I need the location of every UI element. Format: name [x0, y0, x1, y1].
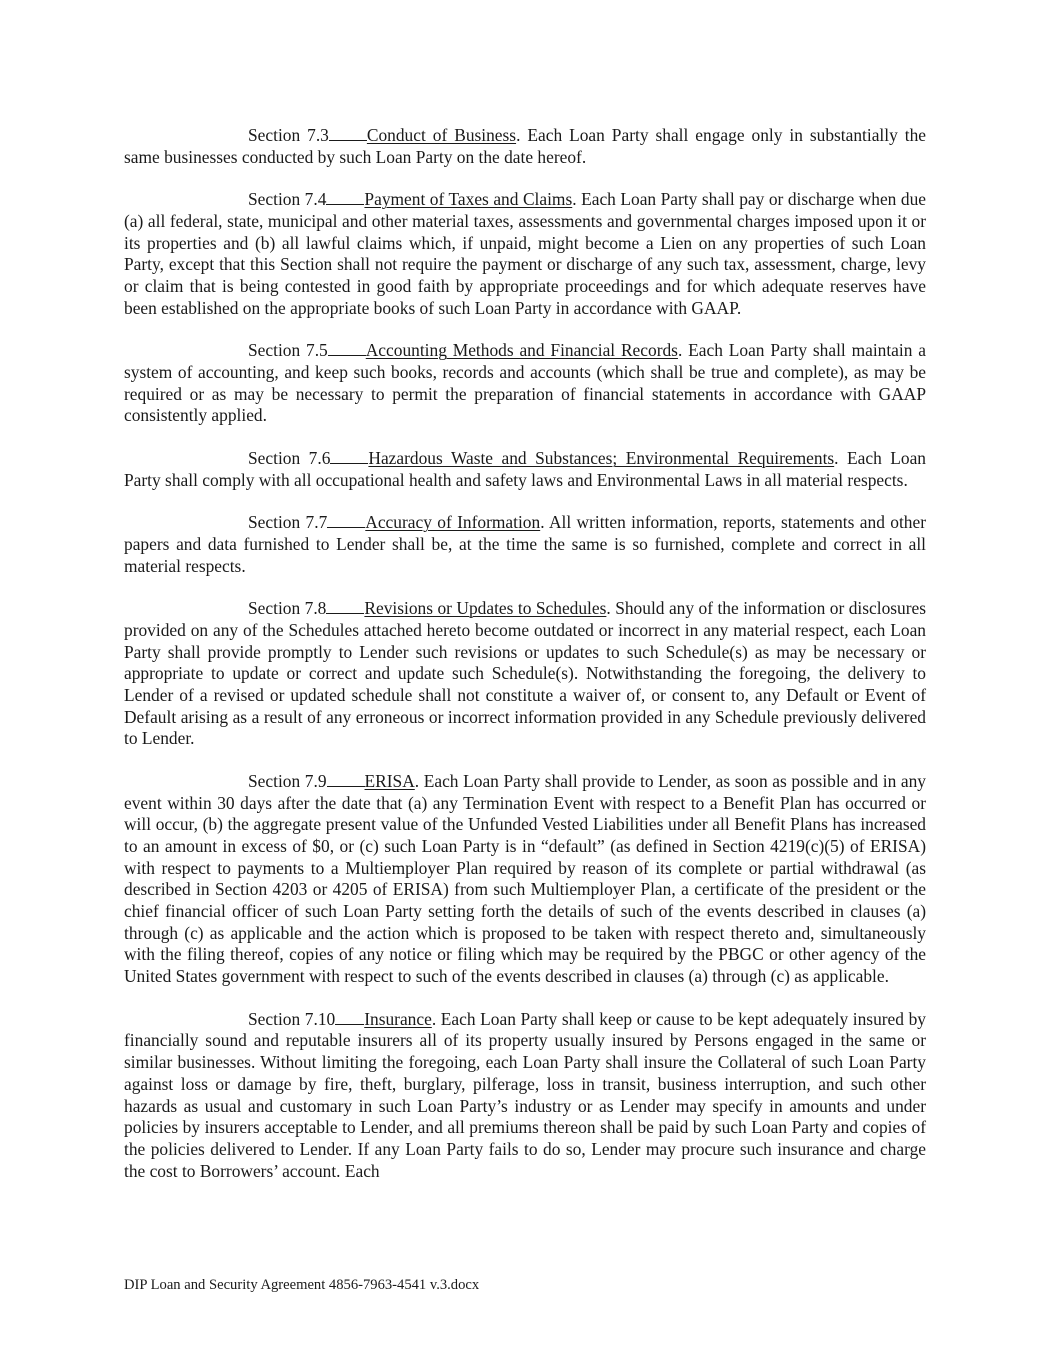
section-body: . Each Loan Party shall provide to Lender, as soon as possible and in any event within 30 days after the date that (a) any Termination Event with respect to a Benefit Plan has occurred or will occur, (b) the aggregate present value of the Unfunded Vested Liabilities under all Benefit Plans has increased to an amount in excess of $0, or (c) such Loan Party is in “default” (as defined in Section 4219(c)(5) of ERISA) with respect to payments to a Multiemployer Plan required by reason of its complete or partial withdrawal (as described in Section 4203 or 4205 of ERISA) from such Multiemployer Plan, a certificate of the president or the chief financial officer of such Loan Party setting forth the details of such of the events described in clauses (a) through (c) as applicable and the action which is proposed to be taken with respect thereto and, simultaneously with the filing thereof, copies of any notice or filing which may be required by the PBGC or other agency of the United States government with respect to such of the events described in clauses (a) through (c) as applicable. [124, 770, 926, 987]
section-heading: Accuracy of Information [365, 512, 541, 533]
section-heading: Accounting Methods and Financial Records [365, 340, 678, 361]
section-body: . Each Loan Party shall maintain a system of accounting, and keep such books, records and accounts (which shall be true and complete), as may be required or as may be necessary to permit the preparation of financial statements in accordance with GAAP consistently applied. [124, 340, 926, 426]
document-page [124, 125, 926, 1203]
section-heading: Insurance [364, 1008, 432, 1029]
section-heading: Revisions or Updates to Schedules [364, 598, 607, 619]
section-body: . Each Loan Party shall pay or discharge when due (a) all federal, state, municipal and other material taxes, assessments and governmental charges imposed upon it or its properties and (b) all lawful claims which, if unpaid, might become a Lien on any properties of such Loan Party, except that this Section shall not require the payment or discharge of any such tax, assessment, charge, levy or claim that is being contested in good faith by appropriate proceedings and for which adequate reserves have been established on the appropriate books of such Loan Party in accordance with GAAP. [124, 189, 926, 318]
section-body: . Should any of the information or disclosures provided on any of the Schedules attached hereto become outdated or incorrect in any material respect, each Loan Party shall provide promptly to Lender such revisions or updates to such Schedule(s) as may be necessary or appropriate to update or correct and update such Schedule(s). Notwithstanding the foregoing, the delivery to Lender of a revised or updated schedule shall not constitute a waiver of, or consent to, any Default or Event of Default arising as a result of any erroneous or incorrect information provided in any Schedule previously delivered to Lender. [124, 598, 927, 749]
section-tab-underline [327, 512, 365, 528]
section-tab-underline [326, 189, 364, 205]
section-tab-underline [328, 340, 366, 356]
section-7-3 [124, 125, 926, 168]
document-footer: DIP Loan and Security Agreement 4856-7963-4541 v.3.docx [124, 1277, 480, 1293]
section-body: . Each Loan Party shall comply with all occupational health and safety laws and Environmental Laws in all material respects. [124, 448, 927, 490]
section-7-4 [124, 189, 926, 319]
section-tab-underline [327, 771, 365, 787]
section-number: Section 7.5 [248, 340, 328, 361]
section-body: . Each Loan Party shall keep or cause to be kept adequately insured by financially sound and reputable insurers all of its property usually insured by Persons engaged in the same or similar businesses. Without limiting the foregoing, each Loan Party shall insure the Collateral of such Loan Party against loss or damage by fire, theft, burglary, pilferage, loss in transit, business interruption, and such other hazards as usual and customary in such Loan Party’s industry or as Lender may specify in amounts and under policies by insurers acceptable to Lender, and all premiums thereon shall be paid by such Loan Party and copies of the policies delivered to Lender. If any Loan Party fails to do so, Lender may procure such insurance and charge the cost to Borrowers’ account. Each [124, 1008, 926, 1181]
section-number: Section 7.8 [248, 598, 327, 619]
section-number: Section 7.7 [248, 512, 328, 533]
section-heading: Payment of Taxes and Claims [364, 189, 573, 210]
section-7-9 [124, 771, 926, 988]
section-tab-underline [329, 125, 367, 141]
section-tab-underline [326, 598, 364, 614]
section-heading: Hazardous Waste and Substances; Environmental Requirements [368, 448, 835, 469]
section-7-7 [124, 512, 926, 577]
section-number: Section 7.6 [248, 448, 331, 469]
section-number: Section 7.4 [248, 189, 327, 210]
section-number: Section 7.9 [248, 770, 327, 791]
section-number: Section 7.10 [248, 1008, 336, 1029]
section-7-6 [124, 448, 926, 491]
section-7-10 [124, 1009, 926, 1183]
section-7-8 [124, 598, 926, 750]
section-body: . Each Loan Party shall engage only in substantially the same businesses conducted by such Loan Party on the date hereof. [124, 125, 926, 167]
section-heading: Conduct of Business [366, 125, 517, 145]
section-tab-underline [335, 1009, 364, 1025]
section-body: . All written information, reports, statements and other papers and data furnished to Lender shall be, at the time the same is so furnished, complete and correct in all material respects. [124, 512, 926, 576]
section-number: Section 7.3 [248, 125, 329, 145]
section-tab-underline [330, 448, 368, 464]
section-7-5 [124, 340, 926, 427]
section-heading: ERISA [364, 770, 415, 791]
